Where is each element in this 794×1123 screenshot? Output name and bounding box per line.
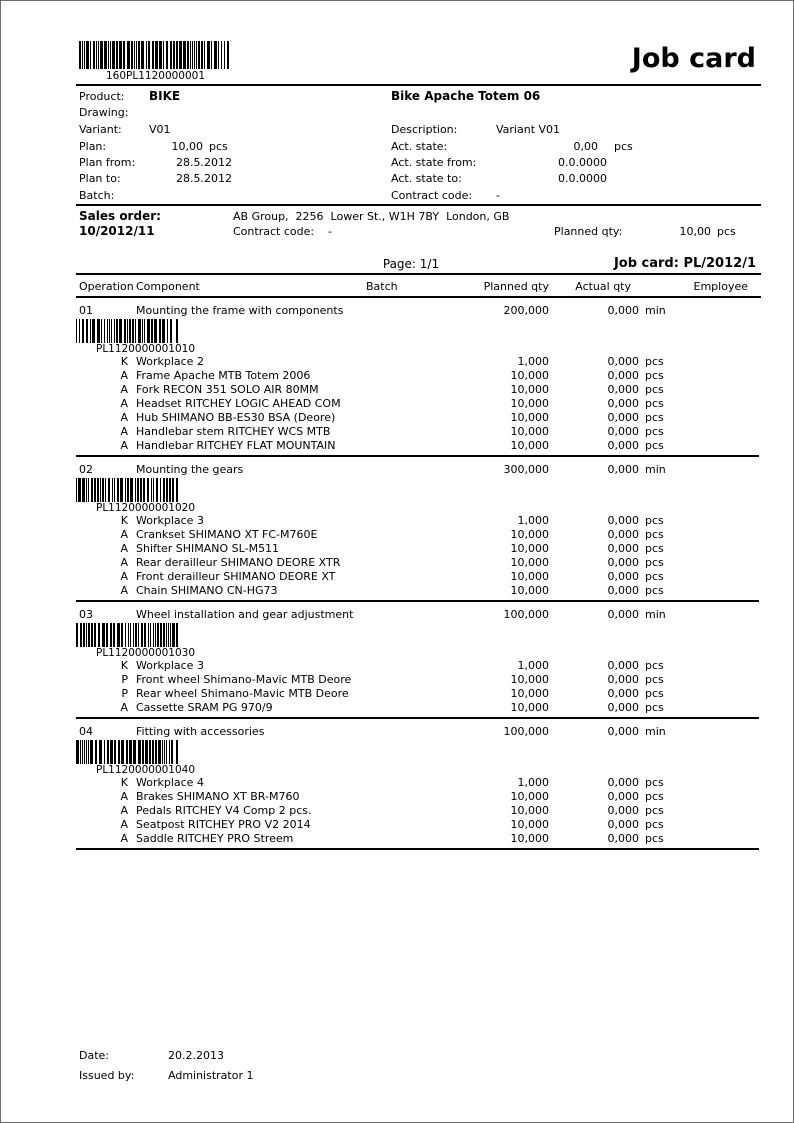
operation-number: 01 — [79, 304, 93, 317]
issued-by-value: Administrator 1 — [168, 1069, 254, 1082]
component-planned-qty: 10,000 — [510, 818, 549, 831]
component-type: K — [120, 355, 128, 368]
component-actual-qty: 0,000 — [607, 528, 639, 541]
plan-from-value: 28.5.2012 — [176, 156, 232, 169]
component-type: A — [120, 584, 128, 597]
component-row — [1, 425, 793, 439]
component-name: Seatpost RITCHEY PRO V2 2014 — [136, 818, 311, 831]
operation-description: Mounting the gears — [136, 463, 244, 476]
component-planned-qty: 1,000 — [517, 514, 549, 527]
component-type: A — [120, 832, 128, 845]
component-planned-qty: 10,000 — [510, 790, 549, 803]
component-type: A — [120, 425, 128, 438]
component-type: K — [120, 776, 128, 789]
component-actual-qty: 0,000 — [607, 411, 639, 424]
act-state-to-label: Act. state to: — [391, 172, 462, 185]
operation-barcode — [76, 623, 178, 647]
customer-address: AB Group, 2256 Lower St., W1H 7BY London, GB — [233, 210, 510, 223]
top-barcode-label: 160PL1120000001 — [106, 70, 206, 82]
component-planned-qty: 10,000 — [510, 804, 549, 817]
component-name: Front wheel Shimano-Mavic MTB Deore — [136, 673, 352, 686]
component-row — [1, 542, 793, 556]
plan-to-value: 28.5.2012 — [176, 172, 232, 185]
sales-contract-value: - — [328, 225, 332, 238]
operation-description: Wheel installation and gear adjustment — [136, 608, 354, 621]
date-value: 20.2.2013 — [168, 1049, 224, 1062]
component-name: Rear derailleur SHIMANO DEORE XTR — [136, 556, 341, 569]
divider — [76, 273, 761, 275]
component-qty-unit: pcs — [645, 804, 664, 817]
operation-barcode-label: PL1120000001030 — [96, 647, 196, 659]
component-row — [1, 528, 793, 542]
page-indicator: Page: 1/1 — [382, 257, 440, 271]
component-actual-qty: 0,000 — [607, 542, 639, 555]
act-state-from-label: Act. state from: — [391, 156, 477, 169]
component-row — [1, 832, 793, 846]
component-row — [1, 411, 793, 425]
plan-label: Plan: — [79, 140, 107, 153]
component-qty-unit: pcs — [645, 439, 664, 452]
component-actual-qty: 0,000 — [607, 369, 639, 382]
component-qty-unit: pcs — [645, 514, 664, 527]
component-qty-unit: pcs — [645, 528, 664, 541]
date-label: Date: — [79, 1049, 109, 1062]
page-title: Job card — [631, 43, 756, 74]
component-actual-qty: 0,000 — [607, 425, 639, 438]
plan-qty: 10,00 — [171, 140, 203, 153]
variant-label: Variant: — [79, 123, 122, 136]
component-type: A — [120, 556, 128, 569]
component-qty-unit: pcs — [645, 542, 664, 555]
component-row — [1, 790, 793, 804]
component-actual-qty: 0,000 — [607, 355, 639, 368]
component-planned-qty: 10,000 — [510, 383, 549, 396]
component-qty-unit: pcs — [645, 584, 664, 597]
product-value: BIKE — [149, 89, 181, 103]
component-row — [1, 659, 793, 673]
component-planned-qty: 10,000 — [510, 439, 549, 452]
column-header-batch: Batch — [366, 280, 398, 293]
operation-barcode-block — [1, 319, 793, 355]
component-name: Chain SHIMANO CN-HG73 — [136, 584, 278, 597]
component-row — [1, 687, 793, 701]
divider — [76, 84, 761, 86]
plan-unit: pcs — [209, 140, 228, 153]
operation-barcode-block — [1, 740, 793, 776]
operation-separator — [76, 600, 759, 602]
operation-planned-qty: 300,000 — [503, 463, 549, 476]
product-label: Product: — [79, 90, 125, 103]
component-type: A — [120, 397, 128, 410]
operation-description: Fitting with accessories — [136, 725, 265, 738]
description-value: Variant V01 — [496, 123, 561, 136]
component-row — [1, 584, 793, 598]
act-state-to-value: 0.0.0000 — [558, 172, 607, 185]
component-name: Pedals RITCHEY V4 Comp 2 pcs. — [136, 804, 312, 817]
component-planned-qty: 10,000 — [510, 542, 549, 555]
component-name: Workplace 2 — [136, 355, 204, 368]
divider — [76, 204, 761, 206]
operation-block — [1, 303, 793, 457]
component-planned-qty: 1,000 — [517, 659, 549, 672]
plan-from-label: Plan from: — [79, 156, 136, 169]
component-type: A — [120, 411, 128, 424]
operation-description: Mounting the frame with components — [136, 304, 344, 317]
job-card-number: Job card: PL/2012/1 — [613, 256, 756, 271]
operation-header-row — [1, 303, 793, 318]
operation-header-row — [1, 462, 793, 477]
component-type: A — [120, 790, 128, 803]
operation-separator — [76, 848, 759, 850]
component-actual-qty: 0,000 — [607, 584, 639, 597]
operation-barcode-label: PL1120000001020 — [96, 502, 196, 514]
component-actual-qty: 0,000 — [607, 439, 639, 452]
operation-qty-unit: min — [645, 463, 666, 476]
operation-number: 03 — [79, 608, 93, 621]
operation-header-row — [1, 607, 793, 622]
component-name: Brakes SHIMANO XT BR-M760 — [136, 790, 300, 803]
component-qty-unit: pcs — [645, 411, 664, 424]
component-name: Crankset SHIMANO XT FC-M760E — [136, 528, 318, 541]
operation-actual-qty: 0,000 — [607, 725, 639, 738]
component-type: A — [120, 528, 128, 541]
component-planned-qty: 10,000 — [510, 369, 549, 382]
component-row — [1, 369, 793, 383]
component-row — [1, 673, 793, 687]
component-name: Fork RECON 351 SOLO AIR 80MM — [136, 383, 319, 396]
component-type: A — [120, 818, 128, 831]
component-planned-qty: 10,000 — [510, 673, 549, 686]
component-type: P — [121, 687, 128, 700]
sales-order-label: Sales order: — [79, 209, 161, 223]
component-type: K — [120, 514, 128, 527]
component-actual-qty: 0,000 — [607, 659, 639, 672]
component-planned-qty: 10,000 — [510, 556, 549, 569]
component-qty-unit: pcs — [645, 818, 664, 831]
component-name: Workplace 3 — [136, 659, 204, 672]
component-planned-qty: 10,000 — [510, 528, 549, 541]
column-header-actual-qty: Actual qty — [575, 280, 631, 293]
component-type: A — [120, 439, 128, 452]
operation-barcode-label: PL1120000001010 — [96, 343, 196, 355]
planned-qty-value: 10,00 — [679, 225, 711, 238]
component-actual-qty: 0,000 — [607, 687, 639, 700]
column-header-planned-qty: Planned qty — [483, 280, 549, 293]
operation-block — [1, 724, 793, 850]
operation-header-row — [1, 724, 793, 739]
component-planned-qty: 1,000 — [517, 355, 549, 368]
component-actual-qty: 0,000 — [607, 397, 639, 410]
act-state-qty: 0,00 — [573, 140, 598, 153]
component-name: Saddle RITCHEY PRO Streem — [136, 832, 294, 845]
component-planned-qty: 10,000 — [510, 397, 549, 410]
batch-label: Batch: — [79, 189, 115, 202]
component-actual-qty: 0,000 — [607, 701, 639, 714]
act-state-label: Act. state: — [391, 140, 448, 153]
operation-qty-unit: min — [645, 725, 666, 738]
operation-planned-qty: 200,000 — [503, 304, 549, 317]
component-row — [1, 818, 793, 832]
component-qty-unit: pcs — [645, 570, 664, 583]
component-qty-unit: pcs — [645, 397, 664, 410]
planned-qty-label: Planned qty: — [554, 225, 623, 238]
component-name: Handlebar RITCHEY FLAT MOUNTAIN — [136, 439, 336, 452]
component-row — [1, 701, 793, 715]
component-name: Handlebar stem RITCHEY WCS MTB — [136, 425, 331, 438]
contract-code-value: - — [496, 189, 500, 202]
component-name: Frame Apache MTB Totem 2006 — [136, 369, 311, 382]
component-qty-unit: pcs — [645, 659, 664, 672]
operation-barcode — [76, 478, 178, 502]
component-name: Rear wheel Shimano-Mavic MTB Deore — [136, 687, 349, 700]
act-state-unit: pcs — [614, 140, 633, 153]
operations-list — [1, 298, 793, 850]
plan-to-label: Plan to: — [79, 172, 121, 185]
component-qty-unit: pcs — [645, 556, 664, 569]
component-actual-qty: 0,000 — [607, 556, 639, 569]
component-actual-qty: 0,000 — [607, 570, 639, 583]
operation-barcode-block — [1, 478, 793, 514]
sales-order-number: 10/2012/11 — [79, 224, 155, 238]
component-type: P — [121, 673, 128, 686]
component-name: Hub SHIMANO BB-ES30 BSA (Deore) — [136, 411, 336, 424]
component-actual-qty: 0,000 — [607, 804, 639, 817]
operation-barcode — [76, 740, 178, 764]
variant-value: V01 — [149, 123, 171, 136]
operation-actual-qty: 0,000 — [607, 304, 639, 317]
component-planned-qty: 10,000 — [510, 425, 549, 438]
component-type: A — [120, 701, 128, 714]
component-name: Workplace 3 — [136, 514, 204, 527]
component-row — [1, 804, 793, 818]
component-qty-unit: pcs — [645, 790, 664, 803]
component-row — [1, 776, 793, 790]
operation-block — [1, 462, 793, 602]
component-qty-unit: pcs — [645, 673, 664, 686]
component-qty-unit: pcs — [645, 776, 664, 789]
component-actual-qty: 0,000 — [607, 776, 639, 789]
planned-qty-unit: pcs — [717, 225, 736, 238]
component-qty-unit: pcs — [645, 687, 664, 700]
component-type: A — [120, 369, 128, 382]
operation-separator — [76, 455, 759, 457]
component-name: Workplace 4 — [136, 776, 204, 789]
operation-number: 04 — [79, 725, 93, 738]
component-type: A — [120, 804, 128, 817]
component-row — [1, 439, 793, 453]
drawing-label: Drawing: — [79, 106, 129, 119]
component-name: Front derailleur SHIMANO DEORE XT — [136, 570, 336, 583]
component-row — [1, 355, 793, 369]
component-actual-qty: 0,000 — [607, 790, 639, 803]
component-actual-qty: 0,000 — [607, 383, 639, 396]
component-type: K — [120, 659, 128, 672]
operation-separator — [76, 717, 759, 719]
contract-code-label: Contract code: — [391, 189, 473, 202]
component-name: Headset RITCHEY LOGIC AHEAD COM — [136, 397, 341, 410]
component-type: A — [120, 542, 128, 555]
act-state-from-value: 0.0.0000 — [558, 156, 607, 169]
description-label: Description: — [391, 123, 458, 136]
operation-planned-qty: 100,000 — [503, 608, 549, 621]
component-qty-unit: pcs — [645, 369, 664, 382]
top-barcode — [79, 41, 229, 69]
component-planned-qty: 10,000 — [510, 701, 549, 714]
operation-number: 02 — [79, 463, 93, 476]
component-qty-unit: pcs — [645, 383, 664, 396]
component-name: Cassette SRAM PG 970/9 — [136, 701, 273, 714]
component-row — [1, 570, 793, 584]
component-planned-qty: 10,000 — [510, 687, 549, 700]
column-header-component: Component — [136, 280, 200, 293]
component-qty-unit: pcs — [645, 355, 664, 368]
component-actual-qty: 0,000 — [607, 673, 639, 686]
issued-by-label: Issued by: — [79, 1069, 135, 1082]
column-header-employee: Employee — [693, 280, 748, 293]
component-planned-qty: 1,000 — [517, 776, 549, 789]
operation-actual-qty: 0,000 — [607, 608, 639, 621]
operation-barcode-block — [1, 623, 793, 659]
operation-planned-qty: 100,000 — [503, 725, 549, 738]
component-row — [1, 383, 793, 397]
component-qty-unit: pcs — [645, 832, 664, 845]
component-actual-qty: 0,000 — [607, 818, 639, 831]
sales-contract-label: Contract code: — [233, 225, 315, 238]
component-actual-qty: 0,000 — [607, 514, 639, 527]
component-actual-qty: 0,000 — [607, 832, 639, 845]
operation-actual-qty: 0,000 — [607, 463, 639, 476]
component-qty-unit: pcs — [645, 425, 664, 438]
component-planned-qty: 10,000 — [510, 411, 549, 424]
operation-qty-unit: min — [645, 304, 666, 317]
component-row — [1, 514, 793, 528]
component-qty-unit: pcs — [645, 701, 664, 714]
column-header-operation: Operation — [79, 280, 134, 293]
operation-barcode-label: PL1120000001040 — [96, 764, 196, 776]
component-planned-qty: 10,000 — [510, 570, 549, 583]
operation-block — [1, 607, 793, 719]
component-row — [1, 397, 793, 411]
product-name: Bike Apache Totem 06 — [391, 89, 541, 103]
component-type: A — [120, 383, 128, 396]
operation-barcode — [76, 319, 178, 343]
component-name: Shifter SHIMANO SL-M511 — [136, 542, 280, 555]
component-type: A — [120, 570, 128, 583]
component-planned-qty: 10,000 — [510, 832, 549, 845]
component-row — [1, 556, 793, 570]
operation-qty-unit: min — [645, 608, 666, 621]
component-planned-qty: 10,000 — [510, 584, 549, 597]
